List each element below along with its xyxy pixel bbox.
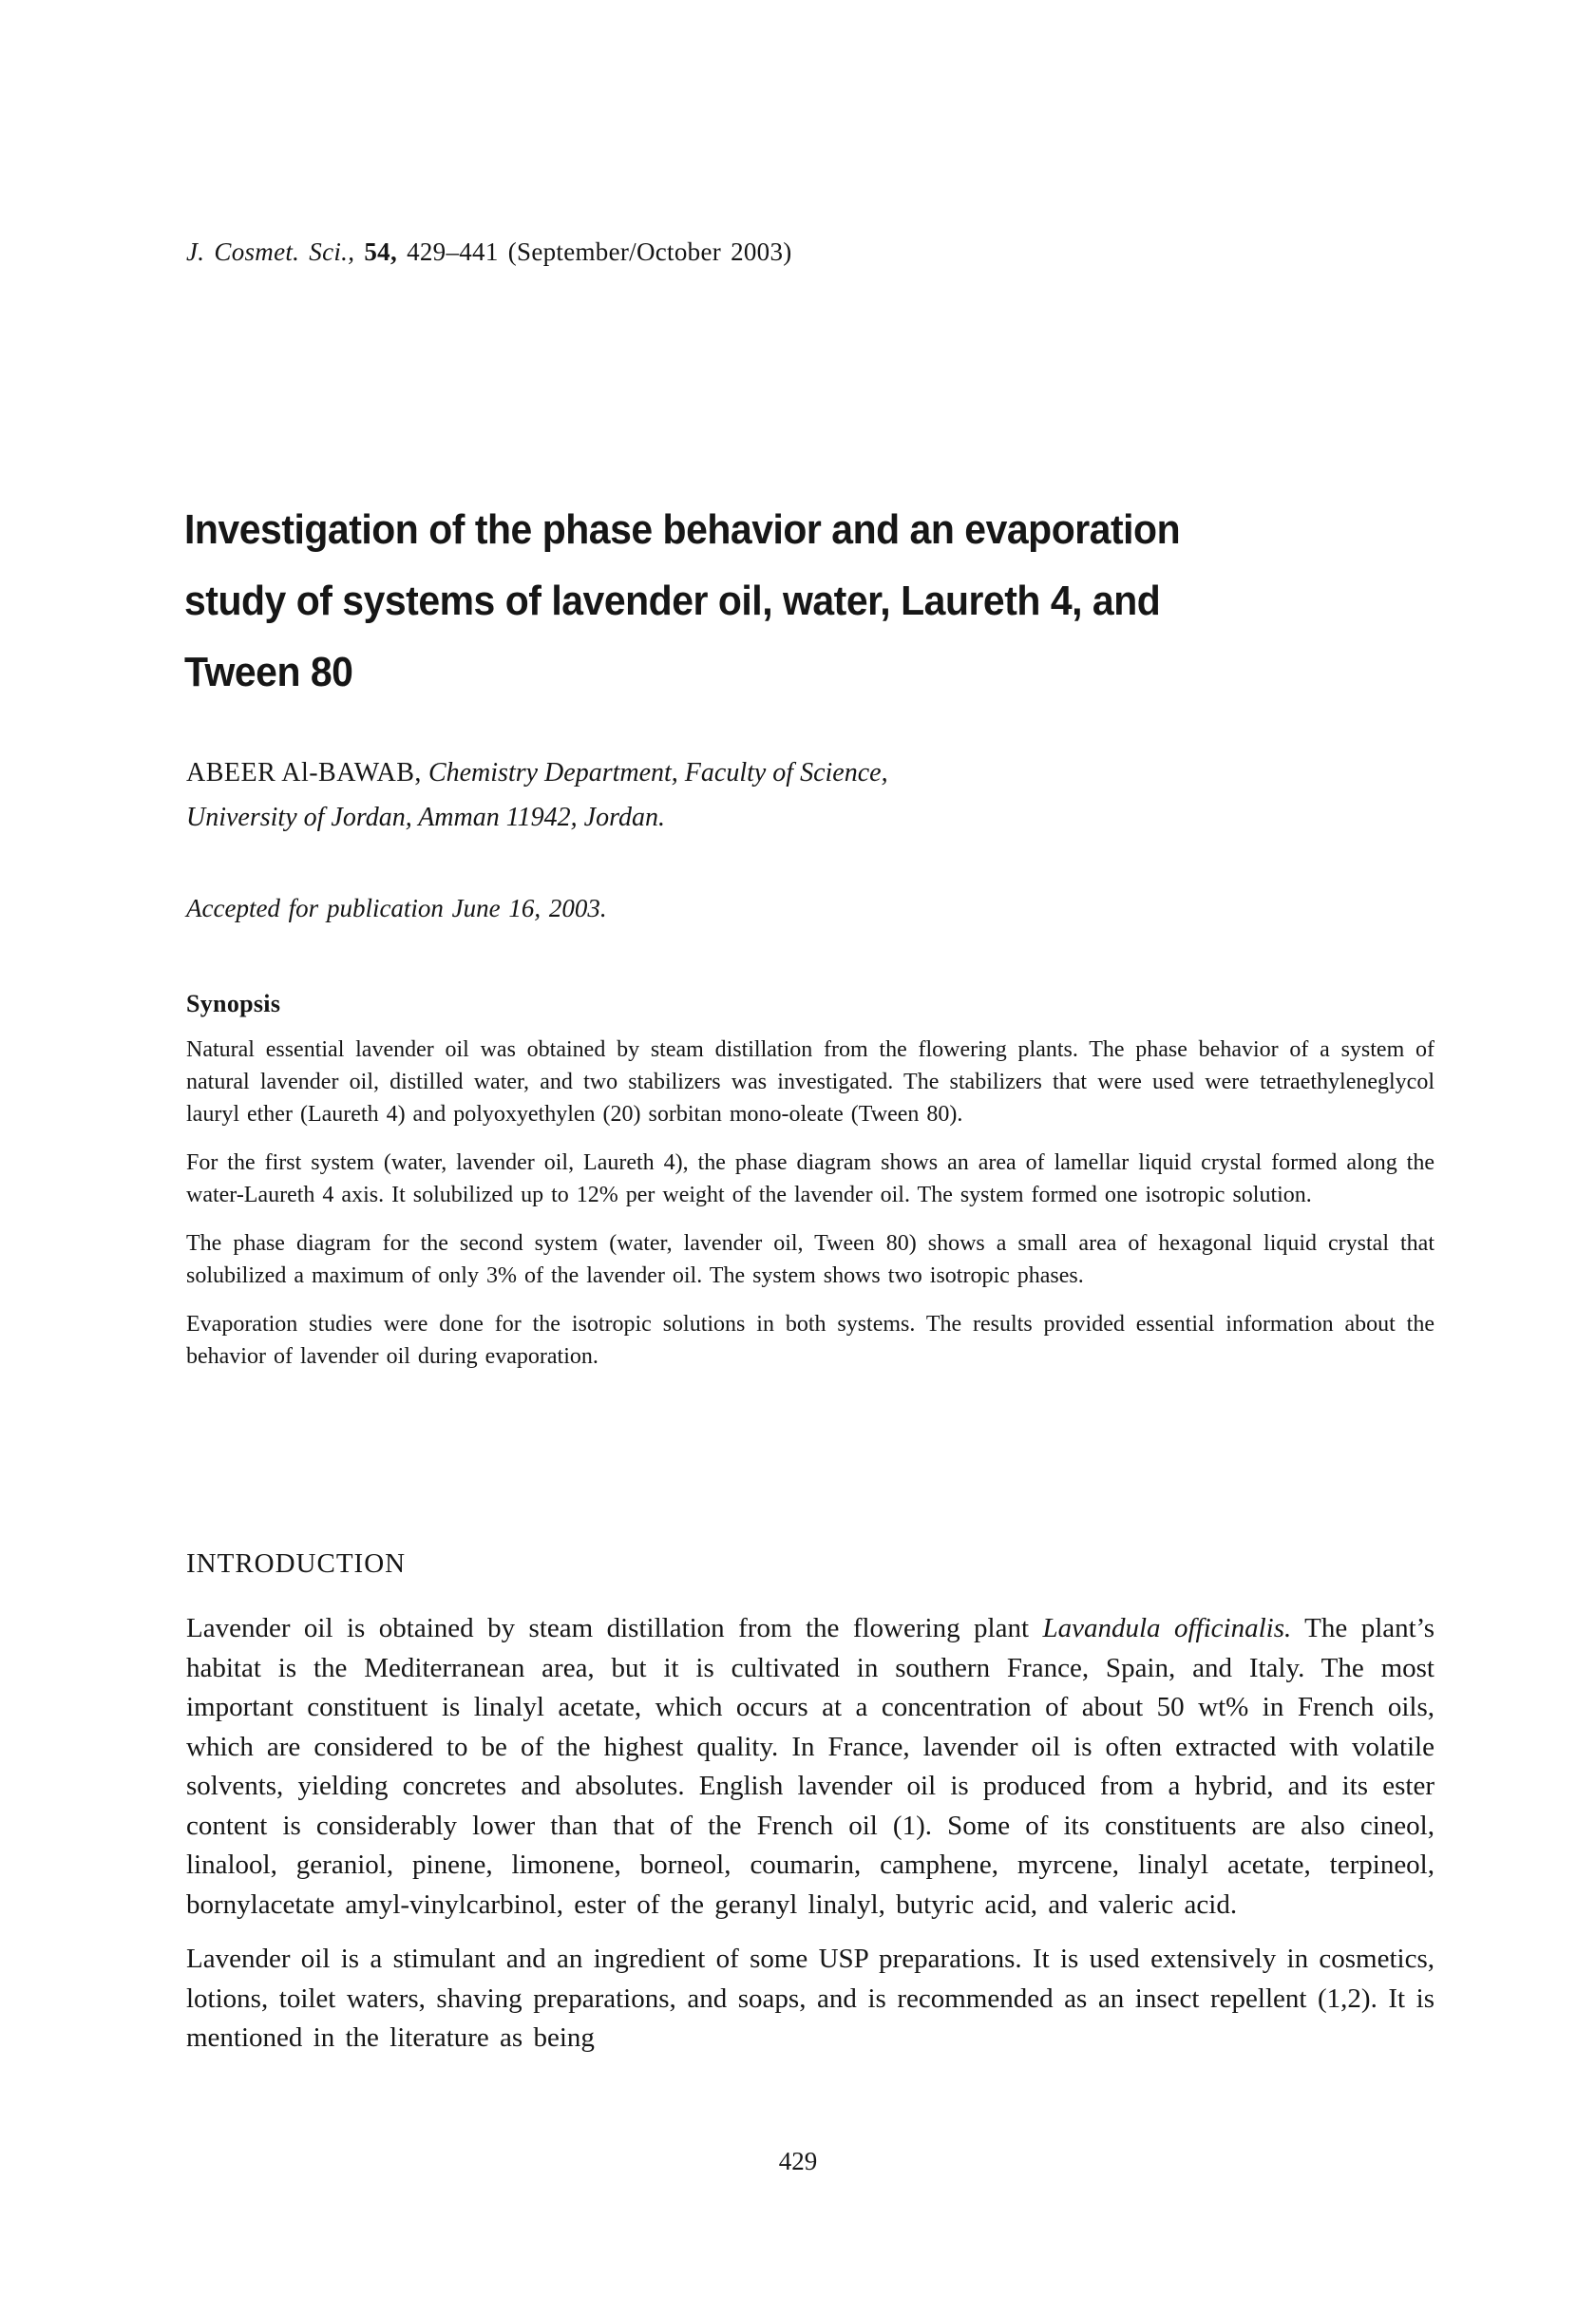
journal-citation xyxy=(186,237,792,267)
synopsis-paragraph-1: Natural essential lavender oil was obtained by steam distillation from the flowering plants. The phase behavior of a system of natural lavender oil, distilled water, and two stabilizers was investigated. The stabilizers that were used were tetraethyleneglycol lauryl ether (Laureth 4) and polyoxyethylen (20) sorbitan mono-oleate (Tween 80). xyxy=(186,1037,1434,1127)
title-line-2: study of systems of lavender oil, water, Laureth 4, and xyxy=(184,578,1161,624)
article-title xyxy=(184,494,1180,708)
intro-paragraph-2: Lavender oil is a stimulant and an ingredient of some USP preparations. It is used extensively in cosmetics, lotions, toilet waters, shaving preparations, and soaps, and is recommended as an insect repellent (1,2). It is mentioned in the literature as being xyxy=(186,1944,1434,2053)
synopsis-paragraph-2: For the first system (water, lavender oil, Laureth 4), the phase diagram shows an area of lamellar liquid crystal formed along the water-Laureth 4 axis. It solubilized up to 12% per weight of the lavender oil. The system formed one isotropic solution. xyxy=(186,1150,1434,1207)
author-affiliation-line1: Chemistry Department, Faculty of Science, xyxy=(428,758,888,787)
synopsis-paragraph-4: Evaporation studies were done for the isotropic solutions in both systems. The results provided essential information about the behavior of lavender oil during evaporation. xyxy=(186,1312,1434,1369)
author-name: ABEER Al-BAWAB, xyxy=(186,758,422,787)
intro-p1-text-before: Lavender oil is obtained by steam distillation from the flowering plant xyxy=(186,1613,1043,1643)
page-number: 429 xyxy=(778,2147,818,2175)
species-name-italic: Lavandula officinalis. xyxy=(1042,1613,1292,1643)
intro-paragraph-1 xyxy=(186,1609,1434,1925)
accepted-note: Accepted for publication June 16, 2003. xyxy=(186,894,607,922)
journal-volume: 54, xyxy=(364,237,397,266)
journal-name: J. Cosmet. Sci., xyxy=(186,237,355,266)
synopsis-section xyxy=(186,1034,1434,1389)
title-line-3: Tween 80 xyxy=(184,649,353,695)
introduction-heading: INTRODUCTION xyxy=(186,1548,407,1579)
author-block xyxy=(186,750,1041,840)
synopsis-heading: Synopsis xyxy=(186,990,281,1017)
introduction-section xyxy=(186,1609,1434,2074)
title-line-1: Investigation of the phase behavior and an evaporation xyxy=(184,506,1181,553)
citation-pages-date: 429–441 (September/October 2003) xyxy=(407,237,792,266)
author-affiliation-line2: University of Jordan, Amman 11942, Jordan. xyxy=(186,803,665,832)
intro-p1-text-after: The plant’s habitat is the Mediterranean area, but it is cultivated in southern France, Spain, and Italy. The most important constituent is linalyl acetate, which occurs at a concentration of about 50 wt% in French oils, which are considered to be of the highest quality. In France, lavender oil is often extracted with volatile solvents, yielding concretes and absolutes. English lavender oil is produced from a hybrid, and its ester content is considerably lower than that of the French oil (1). Some of its constituents are also cineol, linalool, geraniol, pinene, limonene, borneol, coumarin, camphene, myrcene, linalyl acetate, terpineol, bornylacetate amyl-vinylcarbinol, ester of the geranyl linalyl, butyric acid, and valeric acid. xyxy=(186,1613,1435,1920)
synopsis-paragraph-3: The phase diagram for the second system (water, lavender oil, Tween 80) shows a small area of hexagonal liquid crystal that solubilized a maximum of only 3% of the lavender oil. The system shows two isotropic phases. xyxy=(186,1231,1434,1288)
